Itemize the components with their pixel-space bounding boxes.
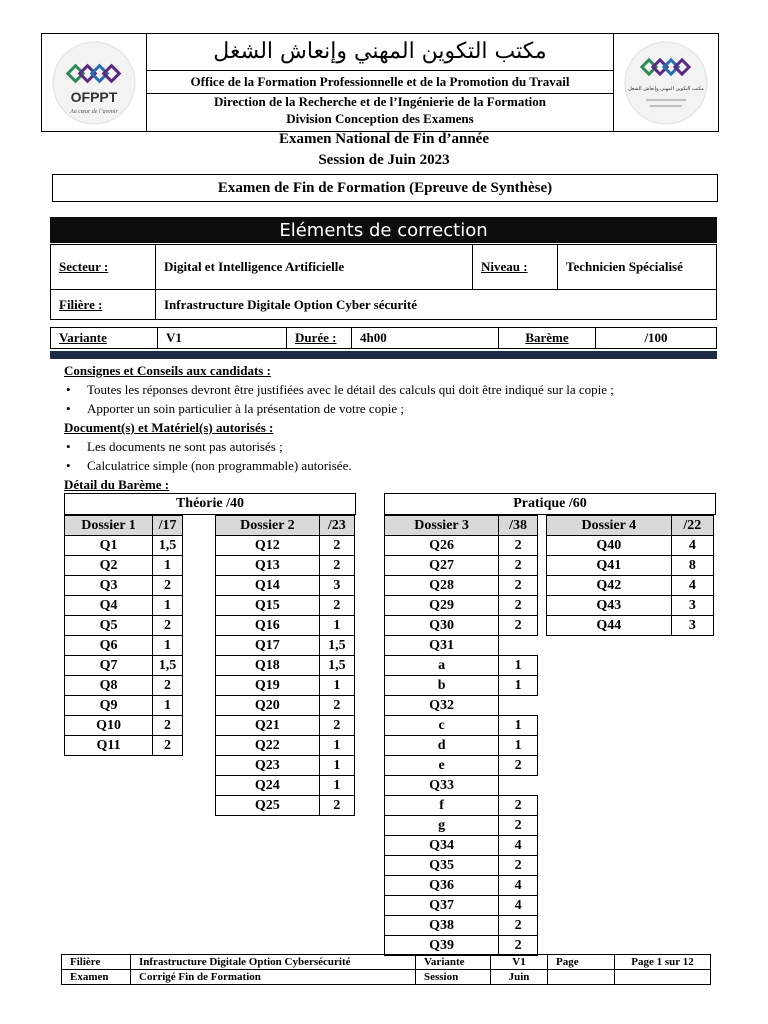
question-points: 2 <box>499 756 538 776</box>
question-points: 3 <box>671 616 713 636</box>
bareme-row <box>216 776 355 796</box>
bareme-row <box>385 816 538 836</box>
bareme-row <box>65 556 183 576</box>
bareme-row <box>385 636 538 656</box>
question-id: Q27 <box>385 556 499 576</box>
bareme-row <box>385 916 538 936</box>
question-id: Q31 <box>385 636 499 656</box>
question-points: 4 <box>671 536 713 556</box>
consigne-item: • Apporter un soin particulier à la présentation de votre copie ; <box>64 400 724 417</box>
exam-title: Examen National de Fin d’année <box>278 131 489 147</box>
dossier4-label: Dossier 4 <box>547 516 672 536</box>
question-points: 1,5 <box>319 656 354 676</box>
question-id: Q7 <box>65 656 153 676</box>
document-item: • Calculatrice simple (non programmable) autorisée. <box>64 457 724 474</box>
question-id: Q43 <box>547 596 672 616</box>
question-points: 2 <box>499 936 538 956</box>
bareme-row <box>385 716 538 736</box>
bareme-row <box>385 856 538 876</box>
bareme-row <box>216 576 355 596</box>
consignes-section <box>64 362 724 493</box>
bareme-row <box>216 736 355 756</box>
bareme-row <box>547 616 714 636</box>
filiere-label: Filière : <box>51 290 156 320</box>
secteur-value: Digital et Intelligence Artificielle <box>156 245 473 290</box>
question-points: 1,5 <box>319 636 354 656</box>
bareme-row <box>385 776 538 796</box>
bareme-row <box>385 676 538 696</box>
question-id: Q37 <box>385 896 499 916</box>
question-points: 3 <box>319 576 354 596</box>
bareme-row <box>216 636 355 656</box>
question-points: 1,5 <box>153 656 183 676</box>
question-points: 2 <box>499 616 538 636</box>
question-points: 3 <box>671 596 713 616</box>
question-id: Q36 <box>385 876 499 896</box>
exam-session: Session de Juin 2023 <box>318 152 450 168</box>
question-points: 2 <box>499 596 538 616</box>
question-points: 2 <box>319 696 354 716</box>
bareme-row <box>385 736 538 756</box>
footer-filiere-label: Filière <box>62 955 131 970</box>
question-points: 1 <box>319 776 354 796</box>
bareme-row <box>65 676 183 696</box>
question-id: Q12 <box>216 536 320 556</box>
question-id: Q1 <box>65 536 153 556</box>
dossier1-total: /17 <box>153 516 183 536</box>
dossier3-table <box>384 515 538 956</box>
bareme-row <box>385 936 538 956</box>
question-id: Q15 <box>216 596 320 616</box>
question-points: 2 <box>319 596 354 616</box>
bareme-row <box>385 896 538 916</box>
variante-label: Variante <box>51 328 158 349</box>
question-points: 1 <box>319 736 354 756</box>
bareme-row <box>65 576 183 596</box>
bareme-row <box>385 876 538 896</box>
bareme-row <box>65 536 183 556</box>
filiere-value: Infrastructure Digitale Option Cyber sécurité <box>156 290 717 320</box>
bareme-row <box>216 596 355 616</box>
question-points: 1,5 <box>153 536 183 556</box>
question-id: b <box>385 676 499 696</box>
bareme-row <box>216 696 355 716</box>
question-id: Q30 <box>385 616 499 636</box>
question-points: 8 <box>671 556 713 576</box>
dossier1-table <box>64 515 183 756</box>
question-points: 4 <box>671 576 713 596</box>
bareme-row <box>385 796 538 816</box>
dossier3-total: /38 <box>499 516 538 536</box>
question-id: Q24 <box>216 776 320 796</box>
bareme-row <box>216 656 355 676</box>
header-center <box>147 34 613 131</box>
question-id: Q11 <box>65 736 153 756</box>
question-points: 2 <box>499 796 538 816</box>
question-points: 4 <box>499 836 538 856</box>
question-id: Q32 <box>385 696 499 716</box>
dossier2-total: /23 <box>319 516 354 536</box>
question-id: Q26 <box>385 536 499 556</box>
pratique-header: Pratique /60 <box>384 493 716 515</box>
niveau-value: Technicien Spécialisé <box>558 245 717 290</box>
question-id: Q2 <box>65 556 153 576</box>
question-id: Q33 <box>385 776 499 796</box>
question-points: 1 <box>153 696 183 716</box>
question-id: Q3 <box>65 576 153 596</box>
question-points: 1 <box>499 716 538 736</box>
footer-examen-value: Corrigé Fin de Formation <box>131 970 416 985</box>
bareme-row <box>216 676 355 696</box>
niveau-label: Niveau : <box>473 245 558 290</box>
bareme-label: Barème <box>499 328 596 349</box>
footer-session-label: Session <box>416 970 491 985</box>
logo-text: OFPPT <box>70 89 118 105</box>
svg-text:Au cœur de l’avenir: Au cœur de l’avenir <box>70 109 118 115</box>
question-points <box>499 696 538 716</box>
duree-label: Durée : <box>287 328 352 349</box>
dossier2-label: Dossier 2 <box>216 516 320 536</box>
header-frame <box>41 33 719 132</box>
office-name: Office de la Formation Professionnelle et de la Promotion du Travail <box>147 70 613 94</box>
question-points: 2 <box>499 856 538 876</box>
consigne-item: • Toutes les réponses devront être justifiées avec le détail des calculs qui doit être indiqué sur la copie ; <box>64 381 724 398</box>
question-points: 2 <box>319 796 354 816</box>
question-id: Q38 <box>385 916 499 936</box>
question-id: Q22 <box>216 736 320 756</box>
question-points: 1 <box>153 596 183 616</box>
question-id: Q25 <box>216 796 320 816</box>
dossier1-label: Dossier 1 <box>65 516 153 536</box>
question-points: 2 <box>319 716 354 736</box>
question-id: Q4 <box>65 596 153 616</box>
question-points: 2 <box>499 916 538 936</box>
footer-variante-label: Variante <box>416 955 491 970</box>
bareme-row <box>65 696 183 716</box>
question-points: 1 <box>499 656 538 676</box>
question-id: f <box>385 796 499 816</box>
bareme-row <box>216 556 355 576</box>
variante-table <box>50 327 717 349</box>
question-points: 2 <box>153 716 183 736</box>
question-id: Q6 <box>65 636 153 656</box>
question-points: 1 <box>153 636 183 656</box>
question-id: Q29 <box>385 596 499 616</box>
question-points: 2 <box>499 576 538 596</box>
question-id: Q21 <box>216 716 320 736</box>
bareme-row <box>65 616 183 636</box>
bareme-row <box>385 756 538 776</box>
question-points: 2 <box>499 816 538 836</box>
bareme-row <box>547 556 714 576</box>
question-id: Q16 <box>216 616 320 636</box>
question-id: Q41 <box>547 556 672 576</box>
secteur-label: Secteur : <box>51 245 156 290</box>
bareme-row <box>216 616 355 636</box>
question-points: 4 <box>499 876 538 896</box>
consignes-heading: Consignes et Conseils aux candidats : <box>64 363 271 378</box>
bareme-row <box>385 556 538 576</box>
question-points: 1 <box>153 556 183 576</box>
question-id: Q39 <box>385 936 499 956</box>
bareme-row <box>65 716 183 736</box>
dossier3-label: Dossier 3 <box>385 516 499 536</box>
question-id: Q42 <box>547 576 672 596</box>
ofppt-logo-right <box>614 34 718 131</box>
variante-value: V1 <box>158 328 287 349</box>
question-id: Q13 <box>216 556 320 576</box>
bareme-row <box>65 656 183 676</box>
bareme-row <box>385 836 538 856</box>
question-id: Q23 <box>216 756 320 776</box>
divider-bar <box>50 351 717 359</box>
footer-table <box>61 954 711 985</box>
theorie-header: Théorie /40 <box>64 493 356 515</box>
logo-right-box <box>613 34 718 131</box>
question-points: 2 <box>319 536 354 556</box>
question-points: 2 <box>153 576 183 596</box>
question-points: 2 <box>153 616 183 636</box>
bareme-row <box>385 696 538 716</box>
question-id: Q8 <box>65 676 153 696</box>
bareme-row <box>385 656 538 676</box>
bareme-row <box>385 536 538 556</box>
footer-page-label: Page <box>548 955 615 970</box>
question-points: 2 <box>319 556 354 576</box>
question-points: 1 <box>319 676 354 696</box>
question-points: 2 <box>499 536 538 556</box>
correction-banner: Eléments de correction <box>50 217 717 243</box>
question-id: Q40 <box>547 536 672 556</box>
question-points <box>499 636 538 656</box>
question-points: 1 <box>319 616 354 636</box>
question-id: Q10 <box>65 716 153 736</box>
question-id: e <box>385 756 499 776</box>
question-id: Q9 <box>65 696 153 716</box>
question-points: 4 <box>499 896 538 916</box>
footer-filiere-value: Infrastructure Digitale Option Cybersécurité <box>131 955 416 970</box>
question-points <box>499 776 538 796</box>
duree-value: 4h00 <box>352 328 499 349</box>
ofppt-logo <box>42 34 146 131</box>
bareme-row <box>216 756 355 776</box>
question-id: Q14 <box>216 576 320 596</box>
footer-session-value: Juin <box>491 970 548 985</box>
question-id: Q34 <box>385 836 499 856</box>
question-points: 1 <box>499 736 538 756</box>
bareme-row <box>385 576 538 596</box>
logo-left-box <box>42 34 147 131</box>
question-id: d <box>385 736 499 756</box>
question-id: Q19 <box>216 676 320 696</box>
dossier4-total: /22 <box>671 516 713 536</box>
question-id: Q35 <box>385 856 499 876</box>
bareme-row <box>216 716 355 736</box>
direction-name: Direction de la Recherche et de l’Ingénierie de la Formation <box>213 94 547 109</box>
question-id: Q28 <box>385 576 499 596</box>
footer-page-value: Page 1 sur 12 <box>615 955 711 970</box>
question-points: 2 <box>153 736 183 756</box>
bareme-row <box>547 596 714 616</box>
bareme-row <box>385 596 538 616</box>
footer-examen-label: Examen <box>62 970 131 985</box>
question-points: 1 <box>319 756 354 776</box>
question-id: Q17 <box>216 636 320 656</box>
documents-heading: Document(s) et Matériel(s) autorisés : <box>64 420 274 435</box>
question-id: a <box>385 656 499 676</box>
question-id: g <box>385 816 499 836</box>
question-points: 2 <box>153 676 183 696</box>
exam-type-box: Examen de Fin de Formation (Epreuve de Synthèse) <box>52 174 718 202</box>
bareme-row <box>65 736 183 756</box>
bareme-row <box>216 536 355 556</box>
question-id: Q44 <box>547 616 672 636</box>
bareme-heading: Détail du Barème : <box>64 477 170 492</box>
question-id: Q20 <box>216 696 320 716</box>
bareme-row <box>65 636 183 656</box>
footer-variante-value: V1 <box>491 955 548 970</box>
dossier2-table <box>215 515 355 816</box>
info-table <box>50 244 717 320</box>
division-name: Division Conception des Examens <box>286 111 474 126</box>
question-points: 2 <box>499 556 538 576</box>
bareme-row <box>65 596 183 616</box>
bareme-row <box>547 576 714 596</box>
bareme-row <box>547 536 714 556</box>
svg-text:مكتب التكوين المهني وإنعاش الش: مكتب التكوين المهني وإنعاش الشغل <box>628 86 704 92</box>
question-id: Q18 <box>216 656 320 676</box>
document-item: • Les documents ne sont pas autorisés ; <box>64 438 724 455</box>
bareme-row <box>216 796 355 816</box>
bareme-row <box>385 616 538 636</box>
bareme-value: /100 <box>596 328 717 349</box>
dossier4-table <box>546 515 714 636</box>
arabic-title: مكتب التكوين المهني وإنعاش الشغل <box>213 39 547 64</box>
question-points: 1 <box>499 676 538 696</box>
question-id: c <box>385 716 499 736</box>
question-id: Q5 <box>65 616 153 636</box>
